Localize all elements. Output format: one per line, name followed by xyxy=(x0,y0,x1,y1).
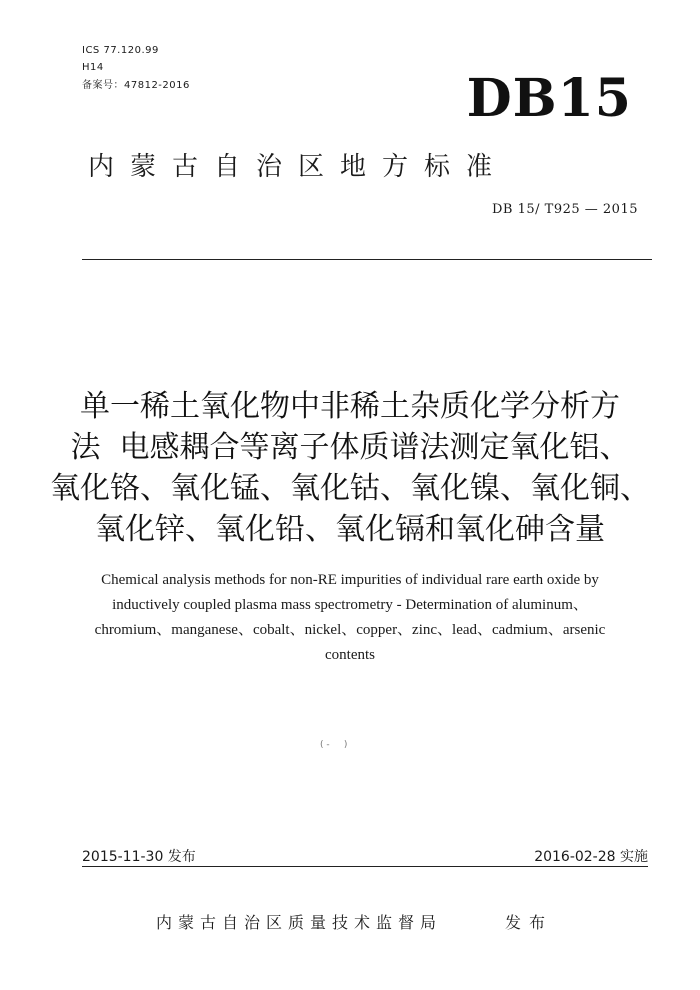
chinese-title-line: 法 电感耦合等离子体质谱法测定氧化铝、 xyxy=(70,430,630,465)
filing-number: 备案号：47812-2016 xyxy=(82,80,190,91)
english-title-line: chromium、manganese、cobalt、nickel、copper、zinc、lead、cadmium、arsenic xyxy=(94,622,606,638)
english-title-line: contents xyxy=(325,647,375,663)
ics-code: ICS 77.120.99 xyxy=(82,45,159,56)
english-title-line: Chemical analysis methods for non-RE impurities of individual rare earth oxide by xyxy=(101,572,599,588)
release-date: 2015-11-30 发布 xyxy=(82,849,196,865)
english-title xyxy=(40,568,660,668)
chinese-title-line: 单一稀土氧化物中非稀土杂质化学分析方 xyxy=(80,389,620,424)
chinese-title-line: 氧化锌、氧化铅、氧化镉和氧化砷含量 xyxy=(95,512,605,547)
chinese-title xyxy=(40,386,660,550)
standard-name: 内蒙古自治区地方标准 xyxy=(88,152,509,182)
standard-number: DB 15/ T925 — 2015 xyxy=(492,202,638,217)
implement-date: 2016-02-28 实施 xyxy=(534,849,648,865)
bottom-divider xyxy=(82,866,648,867)
publisher: 内蒙古自治区质量技术监督局 xyxy=(156,913,443,932)
english-title-line: inductively coupled plasma mass spectrometry - Determination of aluminum、 xyxy=(112,597,588,613)
publish-label: 发布 xyxy=(505,913,554,932)
classification-code: H14 xyxy=(82,62,104,73)
db15-logo: DB15 xyxy=(466,68,632,129)
draft-mark: ( - ) xyxy=(320,740,348,750)
chinese-title-line: 氧化铬、氧化锰、氧化钴、氧化镍、氧化铜、 xyxy=(50,471,650,506)
top-divider xyxy=(82,259,652,260)
